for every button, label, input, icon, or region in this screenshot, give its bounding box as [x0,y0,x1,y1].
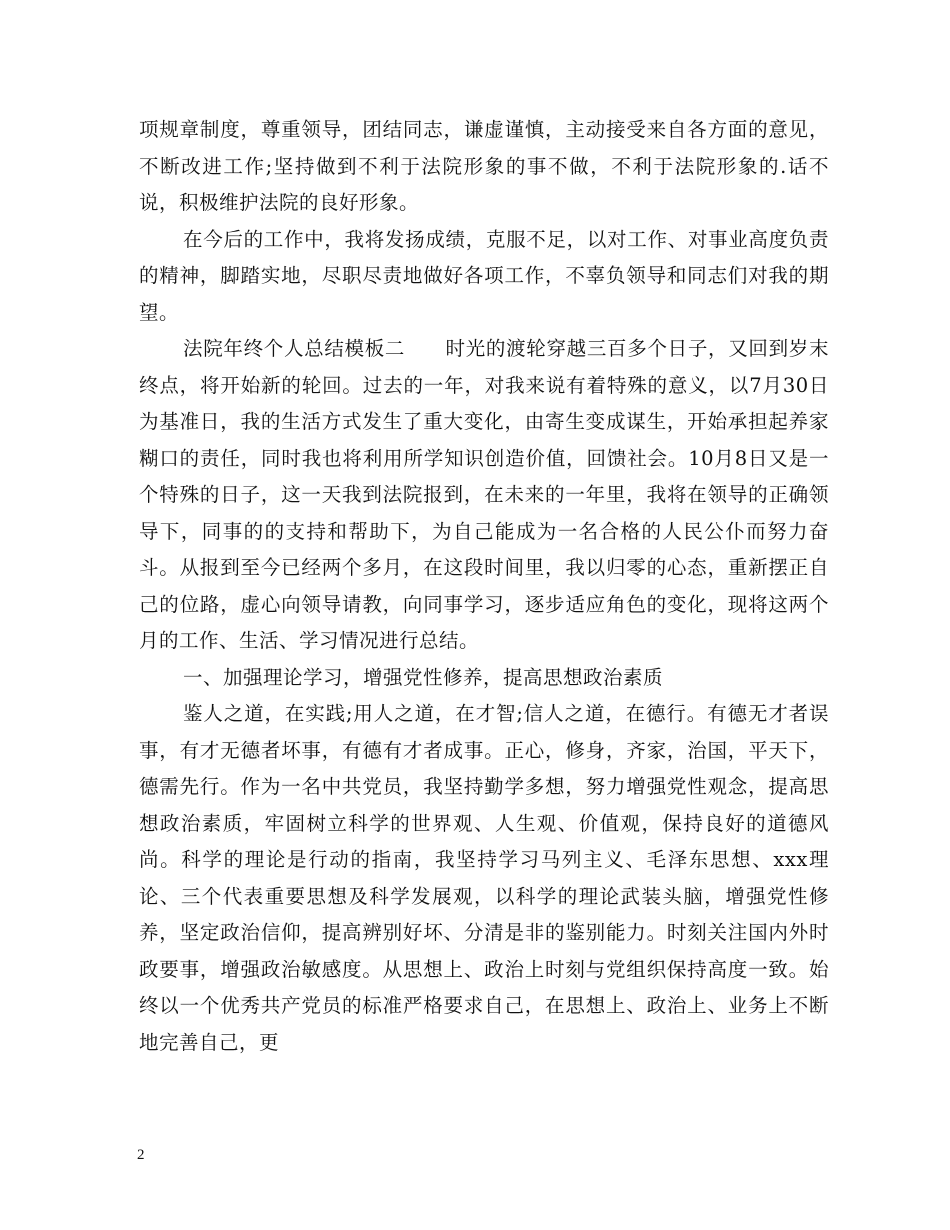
paragraph-future-work: 在今后的工作中，我将发扬成绩，克服不足，以对工作、对事业高度负责的精神，脚踏实地，尽职尽责地做好各项工作，不辜负领导和同志们对我的期望。 [139,227,829,324]
paragraph-theory-study: 鉴人之道，在实践;用人之道，在才智;信人之道，在德行。有德无才者误事，有才无德者坏事，有德有才者成事。正心，修身，齐家，治国，平天下，德需先行。作为一名中共党员，我坚持勤学多想，努力增强党性观念，提高思想政治素质，牢固树立科学的世界观、人生观、价值观，保持良好的道德风尚。科学的理论是行动的指南，我坚持学习马列主义、毛泽东思想、xxx理论、三个代表重要思想及科学发展观，以科学的理论武装头脑，增强党性修养，坚定政治信仰，提高辨别好坏、分清是非的鉴别能力。时刻关注国内外时政要事，增强政治敏感度。从思想上、政治上时刻与党组织保持高度一致。始终以一个优秀共产党员的标准严格要求自己，在思想上、政治上、业务上不断地完善自己，更 [139,702,829,1054]
section-heading-theory-study: 一、加强理论学习，增强党性修养，提高思想政治素质 [183,665,664,689]
paragraph-rules-conduct: 项规章制度，尊重领导，团结同志，谦虚谨慎，主动接受来自各方面的意见，不断改进工作;坚持做到不利于法院形象的事不做，不利于法院形象的.话不说，积极维护法院的良好形象。 [139,118,829,214]
document-body [139,112,829,1061]
page-number: 2 [137,1147,145,1163]
paragraph-template-two-intro: 法院年终个人总结模板二 时光的渡轮穿越三百多个日子，又回到岁末终点，将开始新的轮回。过去的一年，对我来说有着特殊的意义，以7月30日为基准日，我的生活方式发生了重大变化，由寄生变成谋生，开始承担起养家糊口的责任，同时我也将利用所学知识创造价值，回馈社会。10月8日又是一个特殊的日子，这一天我到法院报到，在未来的一年里，我将在领导的正确领导下，同事的的支持和帮助下，为自己能成为一名合格的人民公仆而努力奋斗。从报到至今已经两个多月，在这段时间里，我以归零的心态，重新摆正自己的位路，虚心向领导请教，向同事学习，逐步适应角色的变化，现将这两个月的工作、生活、学习情况进行总结。 [139,337,829,652]
